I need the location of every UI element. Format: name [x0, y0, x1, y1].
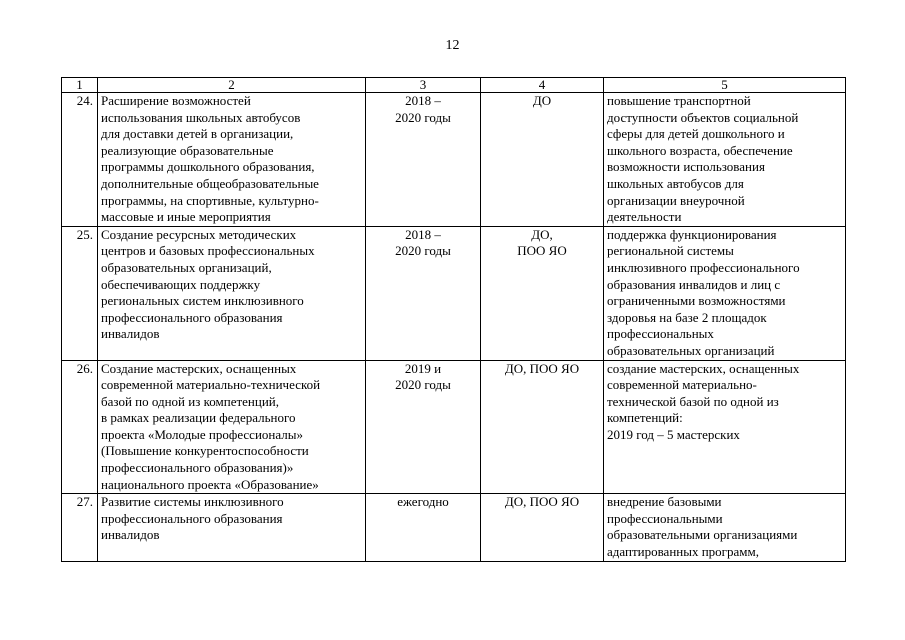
result-cell [604, 226, 846, 360]
result-text-line: образовательных организаций [607, 342, 775, 358]
column-number-row [62, 78, 846, 93]
measure-text-line: дополнительные общеобразовательные [101, 175, 319, 191]
result-text-line: 2019 год – 5 мастерских [607, 426, 740, 442]
responsible-cell [481, 360, 604, 494]
measure-text-line: профессионального образования [101, 309, 283, 325]
measure-text-line: программы, на спортивные, культурно- [101, 192, 319, 208]
measure-text-line: базой по одной из компетенций, [101, 393, 279, 409]
measure-cell [98, 226, 366, 360]
result-text-line: повышение транспортной [607, 93, 751, 108]
period-text-line: 2018 – [405, 93, 441, 108]
measure-text-line: национального проекта «Образование» [101, 476, 319, 492]
row-number-cell [62, 226, 98, 360]
responsible-text-line: ДО, [531, 226, 553, 242]
responsible-cell [481, 226, 604, 360]
measure-text-line: использования школьных автобусов [101, 109, 301, 125]
measure-text-line: для доставки детей в организации, [101, 126, 294, 142]
result-text-line: сферы для детей дошкольного и [607, 126, 785, 142]
result-text-line: образовательными организациями [607, 527, 798, 543]
result-text-line: профессиональными [607, 510, 723, 526]
period-text-line: 2020 годы [395, 243, 451, 259]
period-cell [366, 494, 481, 561]
row-number-cell [62, 93, 98, 227]
column-number: 5 [604, 78, 846, 93]
responsible-text-line: ПОО ЯО [517, 243, 567, 259]
period-text-line: 2019 и [404, 360, 442, 376]
row-number: 25. [76, 226, 93, 242]
responsible-text-line: ДО, ПОО ЯО [504, 360, 580, 376]
table-row [62, 226, 846, 360]
period-text-line: ежегодно [397, 494, 449, 510]
measure-text-line: реализующие образовательные [101, 142, 274, 158]
measure-text-line: инвалидов [101, 326, 160, 342]
result-text-line: поддержка функционирования [607, 226, 777, 242]
result-text-line: внедрение базовыми [607, 494, 722, 510]
table-row [62, 360, 846, 494]
measure-text-line: профессионального образования [101, 510, 283, 526]
column-number: 2 [98, 78, 366, 93]
column-number: 3 [366, 78, 481, 93]
result-text-line: школьного возраста, обеспечение [607, 142, 793, 158]
row-number-cell [62, 360, 98, 494]
page-number: 12 [445, 38, 460, 53]
result-text-line: доступности объектов социальной [607, 109, 799, 125]
row-number: 24. [76, 93, 93, 108]
measure-text-line: (Повышение конкурентоспособности [101, 443, 309, 459]
period-text-line: 2020 годы [395, 109, 451, 125]
measure-text-line: образовательных организаций, [101, 259, 272, 275]
measures-table [61, 77, 846, 562]
responsible-text-line: ДО [532, 93, 552, 108]
result-text-line: деятельности [607, 209, 682, 225]
period-cell [366, 93, 481, 227]
measure-text-line: в рамках реализации федерального [101, 410, 296, 426]
measure-text-line: программы дошкольного образования, [101, 159, 315, 175]
result-text-line: школьных автобусов для [607, 175, 744, 191]
result-text-line: современной материально- [607, 377, 757, 393]
result-text-line: ограниченными возможностями [607, 293, 786, 309]
result-text-line: региональной системы [607, 243, 734, 259]
column-number: 1 [62, 78, 98, 93]
result-cell [604, 93, 846, 227]
measure-text-line: Создание мастерских, оснащенных [101, 360, 297, 376]
result-text-line: компетенций: [607, 410, 683, 426]
responsible-cell [481, 494, 604, 561]
result-text-line: образования инвалидов и лиц с [607, 276, 781, 292]
result-text-line: профессиональных [607, 326, 714, 342]
measure-text-line: обеспечивающих поддержку [101, 276, 261, 292]
result-cell [604, 360, 846, 494]
period-cell [366, 226, 481, 360]
responsible-cell [481, 93, 604, 227]
result-cell [604, 494, 846, 561]
measure-text-line: Создание ресурсных методических [101, 226, 297, 242]
measure-text-line: инвалидов [101, 527, 160, 543]
result-text-line: здоровья на базе 2 площадок [607, 309, 767, 325]
measure-text-line: Расширение возможностей [101, 93, 251, 108]
period-cell [366, 360, 481, 494]
measure-cell [98, 494, 366, 561]
result-text-line: возможности использования [607, 159, 765, 175]
measure-text-line: центров и базовых профессиональных [101, 243, 315, 259]
result-text-line: инклюзивного профессионального [607, 259, 800, 275]
period-text-line: 2020 годы [395, 377, 451, 393]
measure-text-line: региональных систем инклюзивного [101, 293, 304, 309]
measure-cell [98, 360, 366, 494]
result-text-line: технической базой по одной из [607, 393, 779, 409]
result-text-line: создание мастерских, оснащенных [607, 360, 800, 376]
measure-text-line: массовые и иные мероприятия [101, 209, 271, 225]
result-text-line: адаптированных программ, [607, 544, 759, 560]
measure-cell [98, 93, 366, 227]
measure-text-line: профессионального образования)» [101, 460, 294, 476]
result-text-line: организации внеурочной [607, 192, 745, 208]
row-number-cell [62, 494, 98, 561]
period-text-line: 2018 – [405, 226, 441, 242]
table-row [62, 494, 846, 561]
measure-text-line: Развитие системы инклюзивного [101, 494, 284, 510]
measure-text-line: современной материально-технической [101, 377, 321, 393]
measure-text-line: проекта «Молодые профессионалы» [101, 426, 303, 442]
row-number: 27. [76, 494, 93, 510]
responsible-text-line: ДО, ПОО ЯО [504, 494, 580, 510]
column-number: 4 [481, 78, 604, 93]
row-number: 26. [76, 360, 93, 376]
table-row [62, 93, 846, 227]
